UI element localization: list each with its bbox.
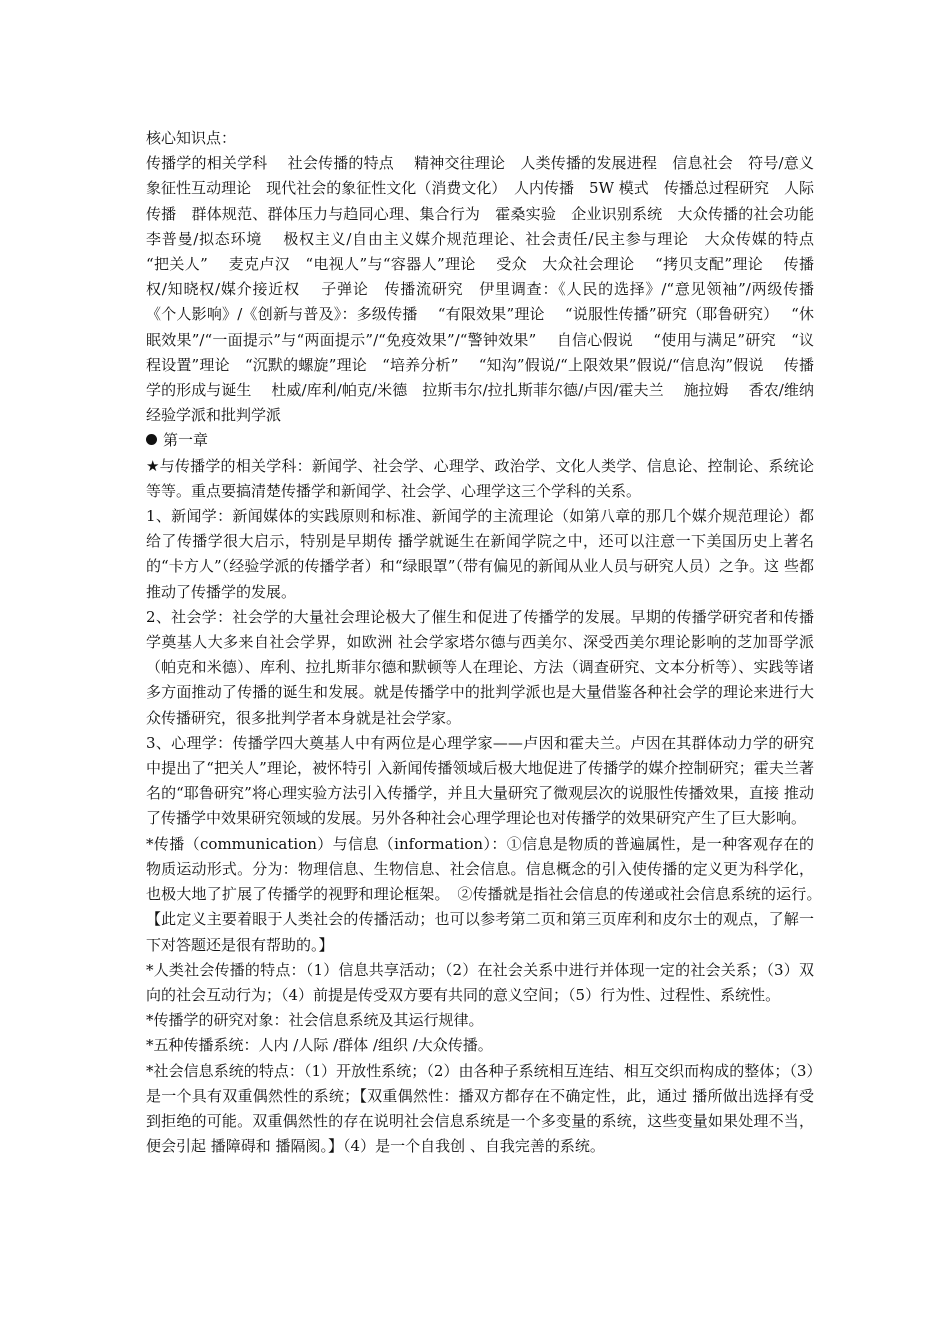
research-object-paragraph: *传播学的研究对象：社会信息系统及其运行规律。 <box>146 1011 484 1030</box>
sociology-paragraph: 2、社会学：社会学的大量社会理论极大了催生和促进了传播学的发展。早期的传播学研究者和传播学奠基人大多来自社会学界，如欧洲 社会学家塔尔德与西美尔、深受西美尔理论影响的芝加哥学派（帕克和米德）、库利、拉扎斯菲尔德和默顿等人在理论、方法（调查研究、文本分析等）、实践等诸 多方面推动了传播的诞生和发展。就是传播学中的批判学派也是大量借鉴各种社会学的理论来进行大众传播研究，很多批判学者本身就是社会学家。 <box>146 607 814 727</box>
journalism-paragraph: 1、新闻学：新闻媒体的实践原则和标准、新闻学的主流理论（如第八章的那几个媒介规范理论）都给了传播学很大启示，特别是早期传 播学就诞生在新闻学院之中，还可以注意一下美国历史上著名的“卡方人”（经验学派的传播学者）和“绿眼罩”（带有偏见的新闻从业人员与研究人员）之争。这 些都推动了传播学的发展。 <box>146 507 814 601</box>
five-systems-paragraph: *五种传播系统：人内 /人际 /群体 /组织 /大众传播。 <box>146 1036 493 1055</box>
psychology-paragraph: 3、心理学：传播学四大奠基人中有两位是心理学家——卢因和霍夫兰。卢因在其群体动力学的研究中提出了“把关人”理论，被怀特引 入新闻传播领域后极大地促进了传播学的媒介控制研究；霍夫兰著名的“耶鲁研究”将心理实验方法引入传播学，并且大量研究了微观层次的说服性传播效果，直接 推动了传播学中效果研究领域的发展。另外各种社会心理学理论也对传播学的效果研究产生了巨大影响。 <box>146 733 814 828</box>
bullet-icon <box>146 434 157 445</box>
document-page <box>146 126 935 1159</box>
section-header: 核心知识点： <box>146 129 237 147</box>
keypoints-paragraph: 传播学的相关学科 社会传播的特点 精神交往理论 人类传播的发展进程 信息社会 符号/意义象征性互动理论 现代社会的象征性文化（消费文化） 人内传播 5W 模式 传播总过程研究 人际传播 群体规范、群体压力与趋同心理、集合行为 霍桑实验 企业识别系统 大众传播的社会功能 李普曼/拟态环境 极权主义/自由主义媒介规范理论、社会责任/民主参与理论 大众传媒的特点 “把关人” 麦克卢汉 “电视人”与“容器人”理论 受众 大众社会理论 “拷贝支配”理论 传播权/知晓权/媒介接近权 子弹论 传播流研究 伊里调查：《人民的选择》/“意见领袖”/两级传播 《个人影响》/《创新与普及》：多级传播 “有限效果”理论 “说服性传播”研究（耶鲁研究） “休眠效果”/“一面提示”与“两面提示”/“免疫效果”/“警钟效果” 自信心假说 “使用与满足”研究 “议程设置”理论 “沉默的螺旋”理论 “培养分析” “知沟”假说/“上限效果”假说/“信息沟”假说 传播学的形成与诞生 杜威/库利/帕克/米德 拉斯韦尔/拉扎斯菲尔德/卢因/霍夫兰 施拉姆 香农/维纳 经验学派和批判学派 <box>146 154 834 425</box>
intro-paragraph <box>146 454 814 504</box>
communication-information-paragraph: *传播（communication）与信息（information）：①信息是物质的普遍属性，是一种客观存在的物质运动形式。分为：物理信息、生物信息、社会信息。信息概念的引入使传播的定义更为科学化，也极大地了扩展了传播学的视野和理论框架。 ②传播就是指社会信息的传递或社会信息系统的运行。 【此定义主要着眼于人类社会的传播活动；也可以参考第二页和第三页库利和皮尔士的观点，了解一下对答题还是很有帮助的。】 <box>146 834 935 954</box>
chapter-heading <box>146 428 814 453</box>
communication-features-paragraph: *人类社会传播的特点：（1）信息共享活动；（2）在社会关系中进行并体现一定的社会关系；（3）双向的社会互动行为；（4）前提是传受双方要有共同的意义空间；（5）行为性、过程性、系统性。 <box>146 960 814 1004</box>
intro-text: 与传播学的相关学科：新闻学、社会学、心理学、政治学、文化人类学、信息论、控制论、系统论等等。重点要搞清楚传播学和新闻学、社会学、心理学这三个学科的关系。 <box>146 456 814 500</box>
star-icon: ★ <box>146 456 160 475</box>
chapter-title: 第一章 <box>163 431 209 450</box>
system-features-paragraph: *社会信息系统的特点：（1）开放性系统；（2）由各种子系统相互连结、相互交织而构成的整体；（3）是一个具有双重偶然性的系统；【双重偶然性：播双方都存在不确定性，此，通过 播所做出选择有受到拒绝的可能。双重偶然性的存在说明社会信息系统是一个多变量的系统，这些变量如果处理不当，便会引起 播障碍和 播隔阂。】（4）是一个自我创 、自我完善的系统。 <box>146 1061 814 1156</box>
